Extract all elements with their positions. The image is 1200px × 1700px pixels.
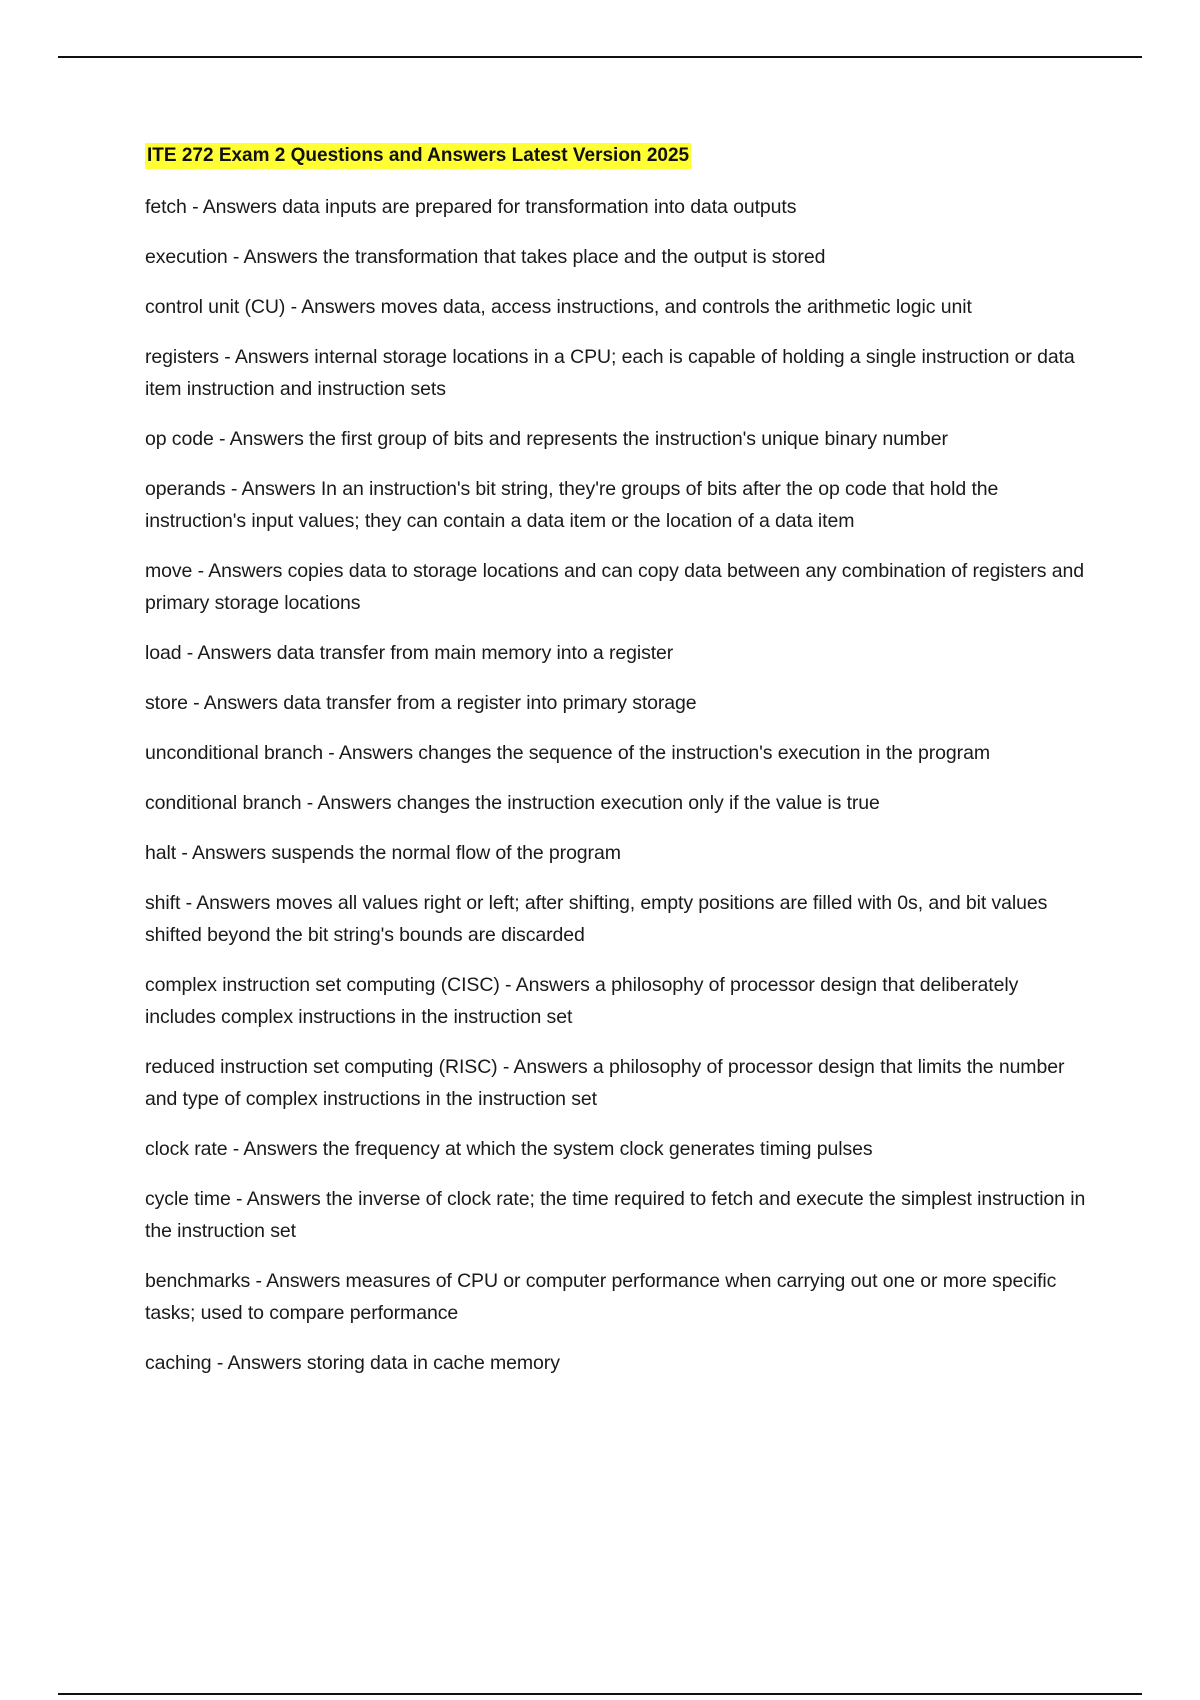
qa-item: execution - Answers the transformation that takes place and the output is stored xyxy=(145,246,826,268)
qa-item: complex instruction set computing (CISC) - Answers a philosophy of processor design that deliberately includes complex instructions in the instruction set xyxy=(145,974,1019,1028)
qa-item: op code - Answers the first group of bits and represents the instruction's unique binary number xyxy=(145,428,948,450)
qa-item: load - Answers data transfer from main memory into a register xyxy=(145,642,674,664)
qa-item: caching - Answers storing data in cache memory xyxy=(145,1352,560,1374)
qa-item: unconditional branch - Answers changes the sequence of the instruction's execution in the program xyxy=(145,742,990,764)
qa-item: move - Answers copies data to storage locations and can copy data between any combination of registers and primary storage locations xyxy=(145,560,1084,614)
qa-item: registers - Answers internal storage locations in a CPU; each is capable of holding a single instruction or data item instruction and instruction sets xyxy=(145,346,1075,400)
qa-item: reduced instruction set computing (RISC) - Answers a philosophy of processor design that limits the number and type of complex instructions in the instruction set xyxy=(145,1056,1065,1110)
document-title: ITE 272 Exam 2 Questions and Answers Latest Version 2025 xyxy=(145,143,691,169)
document-body xyxy=(145,143,1090,1397)
qa-item: clock rate - Answers the frequency at which the system clock generates timing pulses xyxy=(145,1138,873,1160)
qa-item: store - Answers data transfer from a register into primary storage xyxy=(145,692,697,714)
qa-list xyxy=(145,191,1090,1379)
qa-item: conditional branch - Answers changes the instruction execution only if the value is true xyxy=(145,792,880,814)
footer-rule xyxy=(58,1693,1142,1695)
qa-item: shift - Answers moves all values right or left; after shifting, empty positions are filled with 0s, and bit values shifted beyond the bit string's bounds are discarded xyxy=(145,892,1048,946)
header-rule xyxy=(58,56,1142,58)
qa-item: benchmarks - Answers measures of CPU or computer performance when carrying out one or more specific tasks; used to compare performance xyxy=(145,1270,1057,1324)
qa-item: halt - Answers suspends the normal flow of the program xyxy=(145,842,621,864)
qa-item: cycle time - Answers the inverse of clock rate; the time required to fetch and execute the simplest instruction in the instruction set xyxy=(145,1188,1086,1242)
qa-item: control unit (CU) - Answers moves data, access instructions, and controls the arithmetic logic unit xyxy=(145,296,972,318)
qa-item: operands - Answers In an instruction's bit string, they're groups of bits after the op code that hold the instruction's input values; they can contain a data item or the location of a data item xyxy=(145,478,999,532)
qa-item: fetch - Answers data inputs are prepared for transformation into data outputs xyxy=(145,196,797,218)
